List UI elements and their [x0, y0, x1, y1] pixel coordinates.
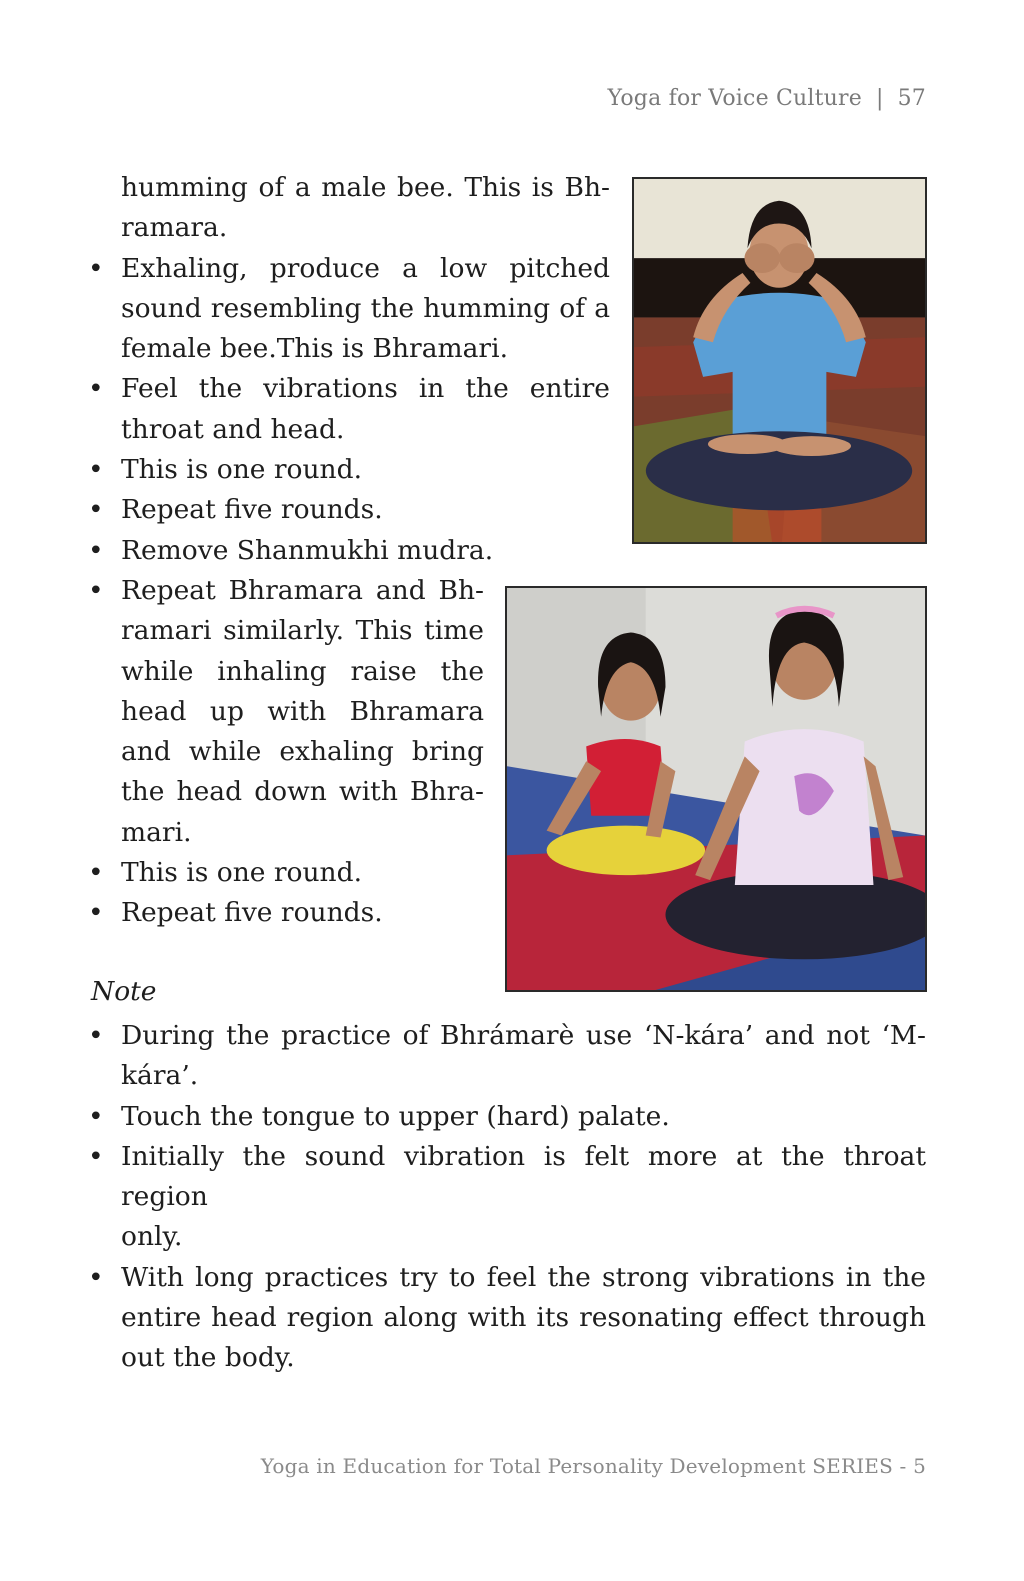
meditation-photo — [505, 586, 927, 992]
text-line: humming of a male bee. This is Bh- — [121, 172, 610, 203]
text-line: out the body. — [121, 1342, 295, 1374]
shanmukhi-mudra-photo — [632, 177, 927, 544]
list-item: • This is one round. — [88, 853, 484, 893]
list-item: • Exhaling, produce a low pitched — [88, 249, 610, 289]
footer-series: Yoga in Education for Total Personality Development SERIES - 5 — [260, 1454, 926, 1478]
text-line: sound resembling the humming of a — [121, 292, 610, 324]
page-number: 57 — [897, 86, 926, 111]
list-item: • With long practices try to feel the strong vibrations in the — [88, 1258, 926, 1298]
instructions-top — [88, 168, 610, 571]
list-item: • This is one round. — [88, 450, 610, 490]
list-item: • Remove Shanmukhi mudra. — [88, 531, 610, 571]
text-line: while inhaling raise the — [121, 655, 484, 687]
text-line: ramari similarly. This time — [121, 615, 484, 647]
text-line: throat and head. — [121, 413, 345, 445]
text-line: ramara. — [121, 212, 228, 244]
text-line: female bee.This is Bhramari. — [121, 333, 508, 365]
list-item: • During the practice of Bhrámarè use ‘N-kára’ and not ‘M- — [88, 1016, 926, 1056]
note-heading: Note — [91, 976, 157, 1007]
text-line: and while exhaling bring — [121, 736, 484, 768]
header-separator: | — [875, 86, 884, 111]
text-line: kára’. — [121, 1060, 199, 1092]
note-list — [88, 1016, 926, 1379]
header-title: Yoga for Voice Culture — [607, 86, 862, 111]
list-item: • Touch the tongue to upper (hard) palate. — [88, 1097, 926, 1137]
list-item: • Feel the vibrations in the entire — [88, 369, 610, 409]
text-line: entire head region along with its resonating effect through — [121, 1302, 926, 1334]
text-line: mari. — [121, 816, 192, 848]
running-header — [608, 86, 926, 111]
text-line: only. — [121, 1221, 183, 1253]
list-item: • Repeat five rounds. — [88, 490, 610, 530]
list-item: • Initially the sound vibration is felt more at the throat region — [88, 1137, 926, 1218]
instructions-middle — [88, 571, 484, 934]
text-line: head up with Bhramara — [121, 695, 484, 727]
list-item: • Repeat Bhramara and Bh- — [88, 571, 484, 611]
text-line: the head down with Bhra- — [121, 776, 484, 808]
list-item: • Repeat five rounds. — [88, 893, 484, 933]
